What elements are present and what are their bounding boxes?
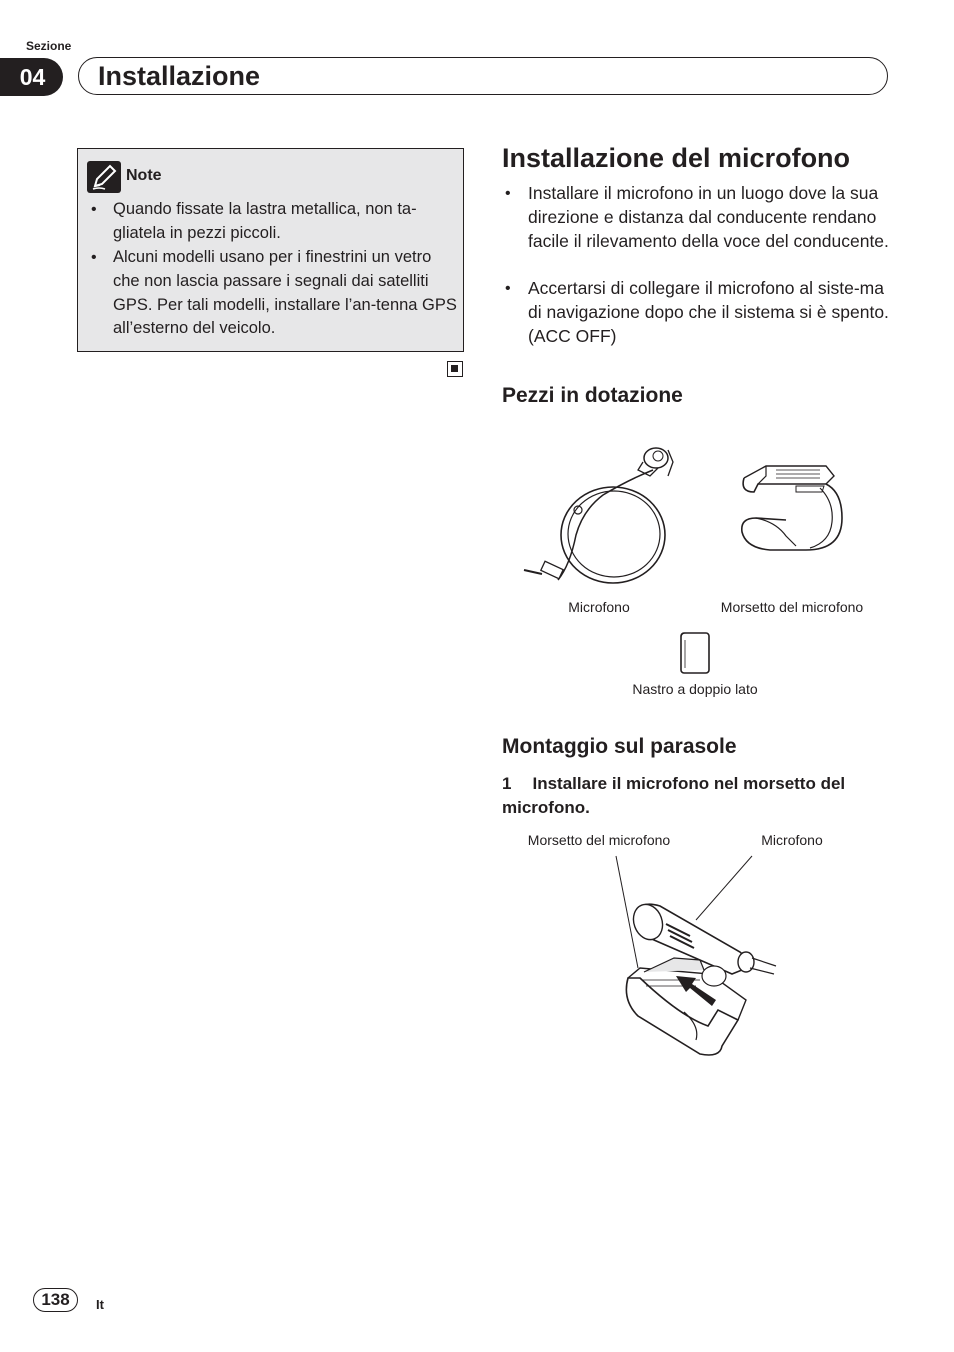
section-label: Sezione (26, 39, 72, 53)
instruction-item: Accertarsi di collegare il microfono al siste-ma di navigazione dopo che il sistema si è spento. (ACC OFF) (528, 278, 889, 346)
diagram-label-microphone: Microfono (761, 832, 823, 848)
clamp-illustration (736, 462, 848, 556)
instruction-item: Installare il microfono in un luogo dove la sua direzione e distanza dal conducente rendano facile il rilevamento della voce del conducente. (528, 183, 889, 251)
part-caption-clamp: Morsetto del microfono (720, 599, 864, 615)
assembly-diagram (600, 850, 780, 1060)
page-title: Installazione del microfono (502, 143, 851, 173)
step-1 (502, 772, 892, 820)
note-label: Note (126, 167, 162, 184)
part-caption-microphone: Microfono (568, 599, 630, 615)
pencil-note-icon (87, 161, 121, 193)
mount-heading: Montaggio sul parasole (502, 735, 737, 758)
parts-heading: Pezzi in dotazione (502, 384, 683, 407)
tape-illustration (678, 630, 712, 676)
bullet-dot: • (91, 249, 97, 266)
note-item: Quando fissate la lastra metallica, non ta-gliatela in pezzi piccoli. (113, 200, 417, 242)
section-title: Installazione (98, 61, 261, 91)
bullet-dot: • (505, 280, 511, 297)
part-caption-tape: Nastro a doppio lato (632, 681, 758, 697)
section-number-badge: 04 (0, 58, 63, 96)
step-text: Installare il microfono nel morsetto del microfono. (502, 774, 846, 817)
page-number: 138 (33, 1288, 78, 1312)
bullet-dot: • (505, 185, 511, 202)
bullet-dot: • (91, 201, 97, 218)
note-item: Alcuni modelli usano per i finestrini un vetro che non lascia passare i segnali dai satelliti GPS. Per tali modelli, installare l’an-tenna GPS all’esterno del veicolo. (113, 248, 457, 338)
diagram-label-clamp: Morsetto del microfono (527, 832, 671, 848)
language-code: It (96, 1297, 104, 1312)
end-of-section-icon (447, 361, 463, 377)
microphone-illustration (518, 440, 678, 590)
step-number: 1 (502, 774, 512, 793)
